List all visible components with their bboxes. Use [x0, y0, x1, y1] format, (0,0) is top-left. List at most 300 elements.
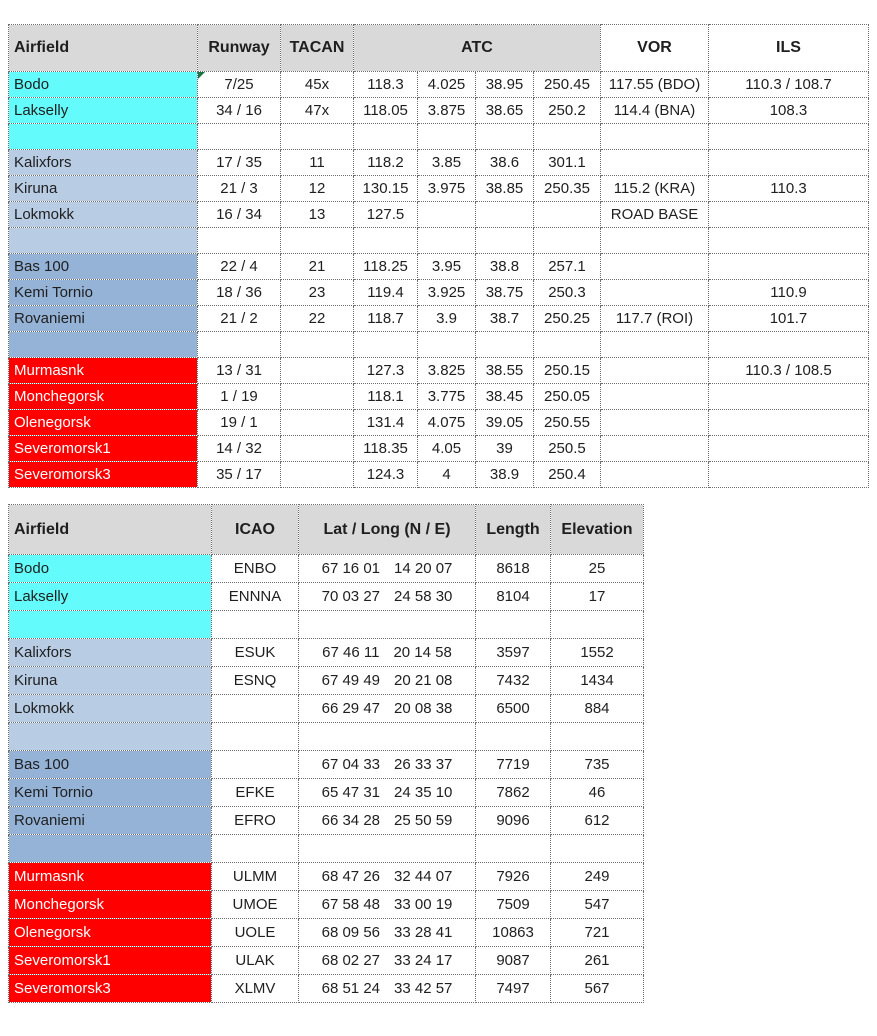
elevation-cell[interactable]: 547	[551, 891, 644, 919]
header-length[interactable]: Length	[476, 505, 551, 555]
atc-cell-2[interactable]	[418, 332, 476, 358]
table-row	[9, 891, 644, 919]
atc-cell-3[interactable]: 38.7	[476, 306, 534, 332]
latlong-value	[299, 560, 475, 577]
header-airfield[interactable]: Airfield	[9, 25, 198, 72]
atc-cell-1[interactable]: 124.3	[354, 462, 418, 488]
elevation-cell[interactable]: 735	[551, 751, 644, 779]
ils-cell[interactable]	[709, 254, 869, 280]
icao-cell[interactable]: ENBO	[212, 555, 299, 583]
vor-cell[interactable]: ROAD BASE	[601, 202, 709, 228]
elevation-cell[interactable]: 249	[551, 863, 644, 891]
runway-cell[interactable]: 16 / 34	[198, 202, 281, 228]
latlong-cell[interactable]	[299, 611, 476, 639]
header-atc[interactable]: ATC	[354, 25, 601, 72]
length-cell[interactable]: 7926	[476, 863, 551, 891]
elevation-cell[interactable]: 612	[551, 807, 644, 835]
tacan-cell[interactable]: 12	[281, 176, 354, 202]
atc-cell-2[interactable]	[418, 228, 476, 254]
lat-value: 66 34 28	[321, 812, 380, 829]
atc-cell-3[interactable]	[476, 202, 534, 228]
table-row	[9, 306, 869, 332]
spacer-row	[9, 835, 644, 863]
lat-value: 67 46 11	[322, 644, 380, 661]
long-value: 32 44 07	[394, 868, 453, 885]
atc-cell-1[interactable]: 130.15	[354, 176, 418, 202]
airfield-cell[interactable]: Monchegorsk	[9, 891, 212, 919]
latlong-cell[interactable]	[299, 807, 476, 835]
tacan-cell[interactable]	[281, 410, 354, 436]
spacer-row	[9, 611, 644, 639]
atc-cell-2[interactable]: 4.05	[418, 436, 476, 462]
latlong-cell[interactable]	[299, 639, 476, 667]
vor-cell[interactable]	[601, 332, 709, 358]
atc-cell-3[interactable]: 38.9	[476, 462, 534, 488]
atc-cell-2[interactable]: 3.975	[418, 176, 476, 202]
table-row	[9, 555, 644, 583]
atc-cell-1[interactable]: 118.7	[354, 306, 418, 332]
atc-cell-3[interactable]: 38.65	[476, 98, 534, 124]
length-cell[interactable]: 3597	[476, 639, 551, 667]
header-runway[interactable]: Runway	[198, 25, 281, 72]
atc-cell-4[interactable]: 250.25	[534, 306, 601, 332]
icao-cell[interactable]: ESUK	[212, 639, 299, 667]
spacer-row	[9, 228, 869, 254]
latlong-cell[interactable]	[299, 919, 476, 947]
airfield-location-table	[8, 504, 644, 1003]
atc-cell-4[interactable]	[534, 202, 601, 228]
ils-cell[interactable]	[709, 332, 869, 358]
long-value: 24 58 30	[394, 588, 453, 605]
tacan-cell[interactable]	[281, 358, 354, 384]
atc-cell-4[interactable]: 250.2	[534, 98, 601, 124]
atc-cell-3[interactable]: 38.85	[476, 176, 534, 202]
atc-cell-4[interactable]: 250.05	[534, 384, 601, 410]
vor-cell[interactable]	[601, 384, 709, 410]
atc-cell-3[interactable]	[476, 332, 534, 358]
atc-cell-2[interactable]	[418, 124, 476, 150]
latlong-cell[interactable]	[299, 947, 476, 975]
airfield-cell[interactable]	[9, 835, 212, 863]
airfield-cell[interactable]: Severomorsk1	[9, 436, 198, 462]
table-row	[9, 667, 644, 695]
atc-cell-4[interactable]	[534, 228, 601, 254]
vor-cell[interactable]: 117.7 (ROI)	[601, 306, 709, 332]
error-flag-icon	[198, 72, 205, 79]
runway-cell[interactable]	[198, 228, 281, 254]
atc-cell-3[interactable]: 38.95	[476, 72, 534, 98]
atc-cell-1[interactable]: 119.4	[354, 280, 418, 306]
icao-cell[interactable]: XLMV	[212, 975, 299, 1003]
latlong-value	[299, 980, 475, 997]
latlong-cell[interactable]	[299, 667, 476, 695]
atc-cell-1[interactable]	[354, 228, 418, 254]
runway-cell[interactable]: 14 / 32	[198, 436, 281, 462]
lat-value: 66 29 47	[321, 700, 380, 717]
latlong-cell[interactable]	[299, 723, 476, 751]
atc-cell-1[interactable]: 127.3	[354, 358, 418, 384]
atc-cell-2[interactable]: 3.85	[418, 150, 476, 176]
runway-cell[interactable]: 7/25	[198, 72, 281, 98]
tacan-cell[interactable]: 11	[281, 150, 354, 176]
latlong-value	[299, 672, 475, 689]
atc-cell-3[interactable]	[476, 124, 534, 150]
airfield-cell[interactable]: Kiruna	[9, 176, 198, 202]
table-row	[9, 695, 644, 723]
header-airfield[interactable]: Airfield	[9, 505, 212, 555]
elevation-cell[interactable]	[551, 723, 644, 751]
atc-cell-1[interactable]: 131.4	[354, 410, 418, 436]
long-value: 14 20 07	[394, 560, 453, 577]
latlong-cell[interactable]	[299, 583, 476, 611]
table-row	[9, 280, 869, 306]
lat-value: 67 58 48	[321, 896, 380, 913]
airfield-cell[interactable]: Lakselly	[9, 98, 198, 124]
table-row	[9, 919, 644, 947]
vor-cell[interactable]	[601, 358, 709, 384]
latlong-value	[299, 700, 475, 717]
ils-cell[interactable]	[709, 410, 869, 436]
lat-value: 68 09 56	[321, 924, 380, 941]
table-row	[9, 410, 869, 436]
icao-cell[interactable]	[212, 723, 299, 751]
ils-cell[interactable]	[709, 124, 869, 150]
ils-cell[interactable]	[709, 384, 869, 410]
atc-cell-4[interactable]: 250.35	[534, 176, 601, 202]
vor-cell[interactable]	[601, 254, 709, 280]
runway-cell[interactable]: 19 / 1	[198, 410, 281, 436]
length-cell[interactable]	[476, 611, 551, 639]
ils-cell[interactable]	[709, 436, 869, 462]
elevation-cell[interactable]: 25	[551, 555, 644, 583]
vor-cell[interactable]	[601, 410, 709, 436]
length-cell[interactable]: 8104	[476, 583, 551, 611]
table-row	[9, 254, 869, 280]
atc-cell-4[interactable]: 250.15	[534, 358, 601, 384]
tacan-cell[interactable]: 13	[281, 202, 354, 228]
table-row	[9, 779, 644, 807]
length-cell[interactable]: 7497	[476, 975, 551, 1003]
vor-cell[interactable]: 117.55 (BDO)	[601, 72, 709, 98]
runway-cell[interactable]: 17 / 35	[198, 150, 281, 176]
lat-value: 67 16 01	[321, 560, 380, 577]
latlong-value	[299, 812, 475, 829]
atc-cell-2[interactable]: 4.025	[418, 72, 476, 98]
atc-cell-1[interactable]: 118.1	[354, 384, 418, 410]
runway-cell[interactable]	[198, 124, 281, 150]
airfield-cell[interactable]	[9, 723, 212, 751]
atc-cell-3[interactable]: 38.45	[476, 384, 534, 410]
atc-cell-4[interactable]: 250.45	[534, 72, 601, 98]
latlong-value	[299, 952, 475, 969]
airfield-cell[interactable]	[9, 611, 212, 639]
airfield-cell[interactable]: Monchegorsk	[9, 384, 198, 410]
runway-cell[interactable]: 22 / 4	[198, 254, 281, 280]
length-cell[interactable]: 8618	[476, 555, 551, 583]
airfield-cell[interactable]: Kiruna	[9, 667, 212, 695]
airfield-cell[interactable]: Murmasnk	[9, 358, 198, 384]
vor-cell[interactable]	[601, 280, 709, 306]
airfield-cell[interactable]: Lokmokk	[9, 202, 198, 228]
atc-cell-3[interactable]: 38.55	[476, 358, 534, 384]
long-value: 26 33 37	[394, 756, 453, 773]
tacan-cell[interactable]	[281, 384, 354, 410]
lat-value: 67 04 33	[321, 756, 380, 773]
airfield-cell[interactable]: Lokmokk	[9, 695, 212, 723]
latlong-cell[interactable]	[299, 863, 476, 891]
ils-cell[interactable]: 110.3	[709, 176, 869, 202]
table1-header-row	[9, 25, 869, 72]
length-cell[interactable]	[476, 723, 551, 751]
icao-cell[interactable]: UMOE	[212, 891, 299, 919]
table-row	[9, 202, 869, 228]
length-cell[interactable]: 7862	[476, 779, 551, 807]
icao-cell[interactable]	[212, 611, 299, 639]
atc-cell-1[interactable]: 118.2	[354, 150, 418, 176]
atc-cell-2[interactable]: 3.775	[418, 384, 476, 410]
lat-value: 70 03 27	[321, 588, 380, 605]
tacan-cell[interactable]: 21	[281, 254, 354, 280]
long-value: 25 50 59	[394, 812, 453, 829]
airfield-cell[interactable]	[9, 228, 198, 254]
ils-cell[interactable]	[709, 228, 869, 254]
atc-cell-2[interactable]: 3.825	[418, 358, 476, 384]
length-cell[interactable]: 7509	[476, 891, 551, 919]
runway-cell[interactable]: 21 / 3	[198, 176, 281, 202]
vor-cell[interactable]	[601, 462, 709, 488]
elevation-cell[interactable]: 567	[551, 975, 644, 1003]
airfield-cell[interactable]: Lakselly	[9, 583, 212, 611]
latlong-value	[299, 756, 475, 773]
long-value: 33 28 41	[394, 924, 453, 941]
long-value: 33 24 17	[394, 952, 453, 969]
tacan-cell[interactable]	[281, 436, 354, 462]
atc-cell-3[interactable]: 39.05	[476, 410, 534, 436]
icao-cell[interactable]	[212, 835, 299, 863]
runway-cell[interactable]	[198, 332, 281, 358]
header-icao[interactable]: ICAO	[212, 505, 299, 555]
ils-cell[interactable]: 110.3 / 108.5	[709, 358, 869, 384]
runway-cell[interactable]: 21 / 2	[198, 306, 281, 332]
header-elevation[interactable]: Elevation	[551, 505, 644, 555]
latlong-cell[interactable]	[299, 555, 476, 583]
tacan-cell[interactable]: 22	[281, 306, 354, 332]
atc-cell-4[interactable]: 250.3	[534, 280, 601, 306]
long-value: 33 42 57	[394, 980, 453, 997]
atc-cell-4[interactable]: 301.1	[534, 150, 601, 176]
airfield-cell[interactable]: Bodo	[9, 555, 212, 583]
elevation-cell[interactable]: 17	[551, 583, 644, 611]
atc-cell-2[interactable]: 3.925	[418, 280, 476, 306]
table-row	[9, 150, 869, 176]
elevation-cell[interactable]: 884	[551, 695, 644, 723]
elevation-cell[interactable]	[551, 611, 644, 639]
atc-cell-3[interactable]: 38.8	[476, 254, 534, 280]
long-value: 20 21 08	[394, 672, 453, 689]
header-tacan[interactable]: TACAN	[281, 25, 354, 72]
atc-cell-4[interactable]: 257.1	[534, 254, 601, 280]
latlong-cell[interactable]	[299, 975, 476, 1003]
tacan-cell[interactable]	[281, 124, 354, 150]
atc-cell-3[interactable]: 39	[476, 436, 534, 462]
table-row	[9, 807, 644, 835]
header-latlong[interactable]: Lat / Long (N / E)	[299, 505, 476, 555]
ils-cell[interactable]: 101.7	[709, 306, 869, 332]
atc-cell-1[interactable]: 118.3	[354, 72, 418, 98]
icao-cell[interactable]: EFRO	[212, 807, 299, 835]
atc-cell-2[interactable]: 3.9	[418, 306, 476, 332]
icao-cell[interactable]: ESNQ	[212, 667, 299, 695]
airfield-cell[interactable]: Rovaniemi	[9, 807, 212, 835]
icao-cell[interactable]: UOLE	[212, 919, 299, 947]
runway-cell[interactable]: 34 / 16	[198, 98, 281, 124]
icao-cell[interactable]	[212, 751, 299, 779]
length-cell[interactable]: 10863	[476, 919, 551, 947]
latlong-cell[interactable]	[299, 779, 476, 807]
length-cell[interactable]: 9096	[476, 807, 551, 835]
airfield-cell[interactable]: Olenegorsk	[9, 919, 212, 947]
tacan-cell[interactable]: 23	[281, 280, 354, 306]
tacan-cell[interactable]: 45x	[281, 72, 354, 98]
atc-cell-4[interactable]: 250.5	[534, 436, 601, 462]
long-value: 33 00 19	[394, 896, 453, 913]
airfield-cell[interactable]: Severomorsk3	[9, 975, 212, 1003]
ils-cell[interactable]	[709, 462, 869, 488]
airfield-cell[interactable]	[9, 124, 198, 150]
elevation-cell[interactable]: 721	[551, 919, 644, 947]
airfield-cell[interactable]: Rovaniemi	[9, 306, 198, 332]
length-cell[interactable]: 7432	[476, 667, 551, 695]
ils-cell[interactable]: 108.3	[709, 98, 869, 124]
airfield-cell[interactable]: Bas 100	[9, 254, 198, 280]
atc-cell-4[interactable]: 250.4	[534, 462, 601, 488]
elevation-cell[interactable]	[551, 835, 644, 863]
runway-cell[interactable]: 35 / 17	[198, 462, 281, 488]
long-value: 20 14 58	[393, 644, 452, 661]
latlong-cell[interactable]	[299, 751, 476, 779]
vor-cell[interactable]: 114.4 (BNA)	[601, 98, 709, 124]
atc-cell-3[interactable]	[476, 228, 534, 254]
atc-cell-1[interactable]: 118.35	[354, 436, 418, 462]
airfield-cell[interactable]: Kemi Tornio	[9, 779, 212, 807]
latlong-cell[interactable]	[299, 891, 476, 919]
length-cell[interactable]: 9087	[476, 947, 551, 975]
ils-cell[interactable]	[709, 202, 869, 228]
length-cell[interactable]: 7719	[476, 751, 551, 779]
latlong-value	[299, 784, 475, 801]
header-vor[interactable]: VOR	[601, 25, 709, 72]
table-row	[9, 176, 869, 202]
table-row	[9, 384, 869, 410]
ils-cell[interactable]: 110.9	[709, 280, 869, 306]
vor-cell[interactable]	[601, 150, 709, 176]
elevation-cell[interactable]: 1552	[551, 639, 644, 667]
runway-cell[interactable]: 13 / 31	[198, 358, 281, 384]
atc-cell-1[interactable]	[354, 332, 418, 358]
atc-cell-2[interactable]: 4	[418, 462, 476, 488]
airfield-cell[interactable]: Kalixfors	[9, 639, 212, 667]
lat-value: 65 47 31	[321, 784, 380, 801]
length-cell[interactable]: 6500	[476, 695, 551, 723]
latlong-cell[interactable]	[299, 835, 476, 863]
airfield-radio-table	[8, 24, 869, 488]
vor-cell[interactable]	[601, 124, 709, 150]
airfield-cell[interactable]	[9, 332, 198, 358]
airfield-cell[interactable]: Olenegorsk	[9, 410, 198, 436]
airfield-cell[interactable]: Bodo	[9, 72, 198, 98]
atc-cell-1[interactable]: 118.05	[354, 98, 418, 124]
table-row	[9, 863, 644, 891]
airfield-cell[interactable]: Severomorsk1	[9, 947, 212, 975]
runway-cell[interactable]: 18 / 36	[198, 280, 281, 306]
icao-cell[interactable]	[212, 695, 299, 723]
icao-cell[interactable]: EFKE	[212, 779, 299, 807]
airfield-cell[interactable]: Kalixfors	[9, 150, 198, 176]
atc-cell-1[interactable]: 127.5	[354, 202, 418, 228]
icao-cell[interactable]: ULMM	[212, 863, 299, 891]
table-row	[9, 947, 644, 975]
table-row	[9, 72, 869, 98]
elevation-cell[interactable]: 1434	[551, 667, 644, 695]
lat-value: 68 51 24	[321, 980, 380, 997]
atc-cell-1[interactable]	[354, 124, 418, 150]
atc-cell-2[interactable]: 4.075	[418, 410, 476, 436]
atc-cell-3[interactable]: 38.75	[476, 280, 534, 306]
header-ils[interactable]: ILS	[709, 25, 869, 72]
tacan-cell[interactable]	[281, 332, 354, 358]
table-row	[9, 583, 644, 611]
latlong-value	[299, 896, 475, 913]
vor-cell[interactable]	[601, 436, 709, 462]
table-row	[9, 751, 644, 779]
ils-cell[interactable]	[709, 150, 869, 176]
vor-cell[interactable]	[601, 228, 709, 254]
tacan-cell[interactable]	[281, 462, 354, 488]
latlong-cell[interactable]	[299, 695, 476, 723]
airfield-cell[interactable]: Murmasnk	[9, 863, 212, 891]
ils-cell[interactable]: 110.3 / 108.7	[709, 72, 869, 98]
atc-cell-3[interactable]: 38.6	[476, 150, 534, 176]
atc-cell-2[interactable]	[418, 202, 476, 228]
table2-header-row	[9, 505, 644, 555]
airfield-cell[interactable]: Bas 100	[9, 751, 212, 779]
atc-cell-4[interactable]	[534, 124, 601, 150]
tacan-cell[interactable]: 47x	[281, 98, 354, 124]
icao-cell[interactable]: ENNNA	[212, 583, 299, 611]
table-row	[9, 358, 869, 384]
latlong-value	[299, 868, 475, 885]
elevation-cell[interactable]: 261	[551, 947, 644, 975]
atc-cell-4[interactable]	[534, 332, 601, 358]
lat-value: 68 47 26	[321, 868, 380, 885]
icao-cell[interactable]: ULAK	[212, 947, 299, 975]
atc-cell-4[interactable]: 250.55	[534, 410, 601, 436]
atc-cell-2[interactable]: 3.875	[418, 98, 476, 124]
elevation-cell[interactable]: 46	[551, 779, 644, 807]
atc-cell-1[interactable]: 118.25	[354, 254, 418, 280]
airfield-cell[interactable]: Severomorsk3	[9, 462, 198, 488]
atc-cell-2[interactable]: 3.95	[418, 254, 476, 280]
table-row	[9, 639, 644, 667]
latlong-value	[299, 588, 475, 605]
runway-cell[interactable]: 1 / 19	[198, 384, 281, 410]
latlong-value	[299, 644, 475, 661]
tacan-cell[interactable]	[281, 228, 354, 254]
length-cell[interactable]	[476, 835, 551, 863]
vor-cell[interactable]: 115.2 (KRA)	[601, 176, 709, 202]
airfield-cell[interactable]: Kemi Tornio	[9, 280, 198, 306]
long-value: 24 35 10	[394, 784, 453, 801]
